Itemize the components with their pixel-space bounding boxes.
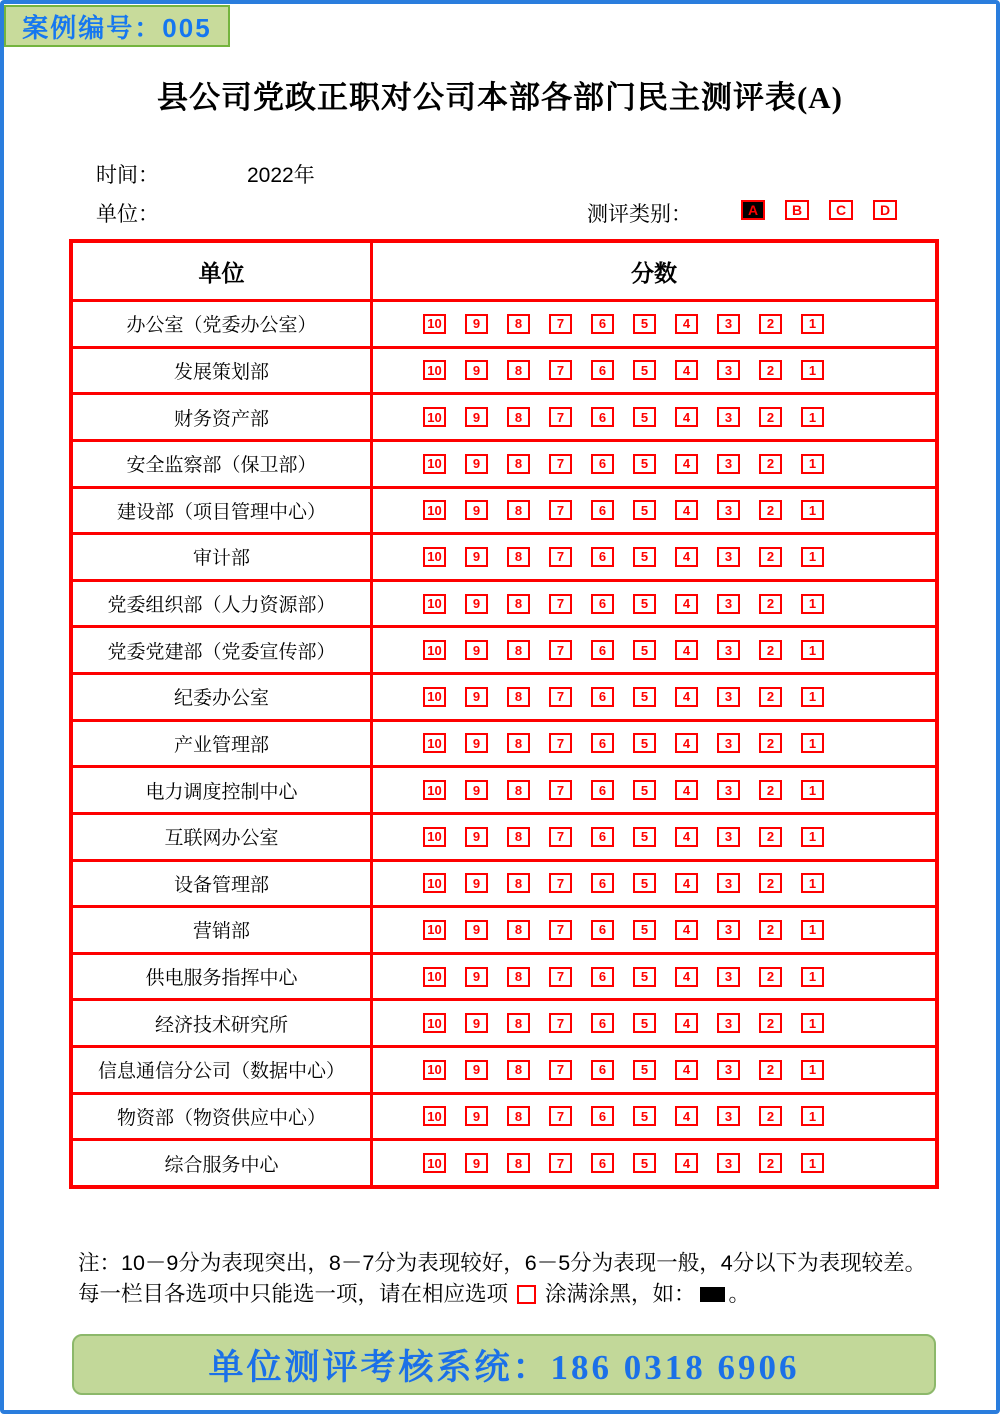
score-checkbox-5[interactable]: 5 — [633, 827, 656, 847]
department-name: 综合服务中心 — [73, 1141, 373, 1185]
score-checkbox-10[interactable]: 10 — [423, 827, 446, 847]
category-label: 测评类别： — [587, 203, 692, 226]
score-checkbox-9[interactable]: 9 — [465, 500, 488, 520]
score-checkbox-3[interactable]: 3 — [717, 1106, 740, 1126]
score-checkbox-7[interactable]: 7 — [549, 1106, 572, 1126]
score-checkbox-10[interactable]: 10 — [423, 1060, 446, 1080]
score-checkbox-3[interactable]: 3 — [717, 733, 740, 753]
score-checkbox-9[interactable]: 9 — [465, 1060, 488, 1080]
score-checkbox-9[interactable]: 9 — [465, 360, 488, 380]
empty-checkbox-icon — [517, 1285, 536, 1304]
score-checkbox-6[interactable]: 6 — [591, 500, 614, 520]
score-checkbox-1[interactable]: 1 — [801, 687, 824, 707]
score-checkbox-8[interactable]: 8 — [507, 967, 530, 987]
table-row — [73, 675, 935, 722]
score-checkbox-2[interactable]: 2 — [759, 360, 782, 380]
score-checkbox-2[interactable]: 2 — [759, 733, 782, 753]
score-checkbox-7[interactable]: 7 — [549, 640, 572, 660]
score-checkbox-5[interactable]: 5 — [633, 314, 656, 334]
table-row — [73, 768, 935, 815]
score-checkbox-2[interactable]: 2 — [759, 827, 782, 847]
score-checkbox-2[interactable]: 2 — [759, 454, 782, 474]
score-options — [373, 815, 935, 859]
score-checkbox-2[interactable]: 2 — [759, 1013, 782, 1033]
score-checkbox-5[interactable]: 5 — [633, 547, 656, 567]
score-checkbox-7[interactable]: 7 — [549, 827, 572, 847]
score-checkbox-3[interactable]: 3 — [717, 454, 740, 474]
score-checkbox-5[interactable]: 5 — [633, 454, 656, 474]
score-checkbox-10[interactable]: 10 — [423, 454, 446, 474]
score-checkbox-7[interactable]: 7 — [549, 547, 572, 567]
score-checkbox-3[interactable]: 3 — [717, 594, 740, 614]
score-checkbox-5[interactable]: 5 — [633, 500, 656, 520]
table-row — [73, 1048, 935, 1095]
score-options — [373, 675, 935, 719]
score-checkbox-10[interactable]: 10 — [423, 687, 446, 707]
score-checkbox-4[interactable]: 4 — [675, 1153, 698, 1173]
score-checkbox-2[interactable]: 2 — [759, 780, 782, 800]
score-checkbox-10[interactable]: 10 — [423, 407, 446, 427]
score-checkbox-9[interactable]: 9 — [465, 827, 488, 847]
score-checkbox-10[interactable]: 10 — [423, 1153, 446, 1173]
score-checkbox-3[interactable]: 3 — [717, 967, 740, 987]
table-row — [73, 955, 935, 1002]
score-options — [373, 302, 935, 346]
score-checkbox-8[interactable]: 8 — [507, 1013, 530, 1033]
footer-banner — [72, 1334, 936, 1395]
score-checkbox-4[interactable]: 4 — [675, 920, 698, 940]
score-options — [373, 1141, 935, 1185]
score-checkbox-5[interactable]: 5 — [633, 967, 656, 987]
score-checkbox-7[interactable]: 7 — [549, 454, 572, 474]
score-checkbox-3[interactable]: 3 — [717, 500, 740, 520]
score-checkbox-9[interactable]: 9 — [465, 314, 488, 334]
table-row — [73, 628, 935, 675]
score-checkbox-10[interactable]: 10 — [423, 967, 446, 987]
table-row — [73, 395, 935, 442]
score-checkbox-9[interactable]: 9 — [465, 873, 488, 893]
score-checkbox-9[interactable]: 9 — [465, 640, 488, 660]
score-checkbox-8[interactable]: 8 — [507, 454, 530, 474]
department-name: 党委组织部（人力资源部） — [73, 582, 373, 626]
score-checkbox-6[interactable]: 6 — [591, 640, 614, 660]
score-checkbox-2[interactable]: 2 — [759, 1106, 782, 1126]
score-checkbox-5[interactable]: 5 — [633, 733, 656, 753]
category-checkbox-C[interactable]: C — [829, 200, 853, 220]
score-checkbox-1[interactable]: 1 — [801, 314, 824, 334]
score-checkbox-2[interactable]: 2 — [759, 873, 782, 893]
score-checkbox-2[interactable]: 2 — [759, 967, 782, 987]
score-checkbox-4[interactable]: 4 — [675, 827, 698, 847]
score-checkbox-2[interactable]: 2 — [759, 687, 782, 707]
department-name: 设备管理部 — [73, 862, 373, 906]
department-name: 经济技术研究所 — [73, 1001, 373, 1045]
score-options — [373, 908, 935, 952]
table-row — [73, 1095, 935, 1142]
department-name: 财务资产部 — [73, 395, 373, 439]
score-checkbox-6[interactable]: 6 — [591, 594, 614, 614]
score-checkbox-9[interactable]: 9 — [465, 687, 488, 707]
evaluation-table — [69, 239, 939, 1189]
score-checkbox-9[interactable]: 9 — [465, 407, 488, 427]
score-checkbox-2[interactable]: 2 — [759, 500, 782, 520]
score-checkbox-6[interactable]: 6 — [591, 827, 614, 847]
category-options — [741, 200, 897, 220]
table-row — [73, 908, 935, 955]
score-checkbox-8[interactable]: 8 — [507, 594, 530, 614]
score-checkbox-9[interactable]: 9 — [465, 920, 488, 940]
score-checkbox-1[interactable]: 1 — [801, 920, 824, 940]
score-options — [373, 395, 935, 439]
score-checkbox-8[interactable]: 8 — [507, 920, 530, 940]
score-checkbox-8[interactable]: 8 — [507, 733, 530, 753]
table-row — [73, 862, 935, 909]
score-checkbox-4[interactable]: 4 — [675, 967, 698, 987]
table-row — [73, 535, 935, 582]
column-header-unit: 单位 — [73, 243, 373, 299]
score-checkbox-7[interactable]: 7 — [549, 687, 572, 707]
department-name: 审计部 — [73, 535, 373, 579]
score-checkbox-1[interactable]: 1 — [801, 873, 824, 893]
score-checkbox-4[interactable]: 4 — [675, 873, 698, 893]
score-checkbox-6[interactable]: 6 — [591, 407, 614, 427]
score-checkbox-3[interactable]: 3 — [717, 1060, 740, 1080]
score-checkbox-6[interactable]: 6 — [591, 687, 614, 707]
score-checkbox-10[interactable]: 10 — [423, 1106, 446, 1126]
score-options — [373, 1001, 935, 1045]
score-checkbox-4[interactable]: 4 — [675, 360, 698, 380]
score-options — [373, 349, 935, 393]
score-checkbox-8[interactable]: 8 — [507, 407, 530, 427]
score-checkbox-4[interactable]: 4 — [675, 780, 698, 800]
score-checkbox-1[interactable]: 1 — [801, 547, 824, 567]
score-options — [373, 955, 935, 999]
score-checkbox-2[interactable]: 2 — [759, 640, 782, 660]
score-checkbox-1[interactable]: 1 — [801, 640, 824, 660]
department-name: 信息通信分公司（数据中心） — [73, 1048, 373, 1092]
table-row — [73, 1001, 935, 1048]
table-row — [73, 722, 935, 769]
score-checkbox-8[interactable]: 8 — [507, 547, 530, 567]
score-checkbox-10[interactable]: 10 — [423, 1013, 446, 1033]
score-checkbox-10[interactable]: 10 — [423, 920, 446, 940]
note-text — [78, 1248, 938, 1310]
score-checkbox-8[interactable]: 8 — [507, 500, 530, 520]
score-checkbox-6[interactable]: 6 — [591, 1060, 614, 1080]
score-checkbox-9[interactable]: 9 — [465, 547, 488, 567]
score-checkbox-10[interactable]: 10 — [423, 594, 446, 614]
score-checkbox-8[interactable]: 8 — [507, 1106, 530, 1126]
score-checkbox-1[interactable]: 1 — [801, 500, 824, 520]
score-options — [373, 628, 935, 672]
score-checkbox-6[interactable]: 6 — [591, 967, 614, 987]
score-checkbox-5[interactable]: 5 — [633, 407, 656, 427]
table-row — [73, 1141, 935, 1185]
score-checkbox-6[interactable]: 6 — [591, 1106, 614, 1126]
department-name: 电力调度控制中心 — [73, 768, 373, 812]
score-checkbox-3[interactable]: 3 — [717, 920, 740, 940]
department-name: 营销部 — [73, 908, 373, 952]
score-checkbox-9[interactable]: 9 — [465, 1013, 488, 1033]
score-checkbox-10[interactable]: 10 — [423, 547, 446, 567]
score-checkbox-3[interactable]: 3 — [717, 360, 740, 380]
case-number-badge — [4, 5, 230, 47]
department-name: 办公室（党委办公室） — [73, 302, 373, 346]
time-value: 2022年 — [247, 164, 315, 187]
score-checkbox-9[interactable]: 9 — [465, 1106, 488, 1126]
score-checkbox-7[interactable]: 7 — [549, 920, 572, 940]
score-checkbox-8[interactable]: 8 — [507, 780, 530, 800]
score-checkbox-6[interactable]: 6 — [591, 780, 614, 800]
score-checkbox-6[interactable]: 6 — [591, 920, 614, 940]
score-checkbox-6[interactable]: 6 — [591, 314, 614, 334]
score-checkbox-2[interactable]: 2 — [759, 407, 782, 427]
score-checkbox-7[interactable]: 7 — [549, 1153, 572, 1173]
score-checkbox-6[interactable]: 6 — [591, 547, 614, 567]
score-checkbox-5[interactable]: 5 — [633, 1060, 656, 1080]
score-checkbox-5[interactable]: 5 — [633, 1106, 656, 1126]
score-checkbox-8[interactable]: 8 — [507, 827, 530, 847]
score-checkbox-1[interactable]: 1 — [801, 967, 824, 987]
score-checkbox-5[interactable]: 5 — [633, 640, 656, 660]
score-options — [373, 862, 935, 906]
score-checkbox-6[interactable]: 6 — [591, 360, 614, 380]
score-checkbox-4[interactable]: 4 — [675, 733, 698, 753]
department-name: 安全监察部（保卫部） — [73, 442, 373, 486]
score-checkbox-1[interactable]: 1 — [801, 454, 824, 474]
score-checkbox-1[interactable]: 1 — [801, 1060, 824, 1080]
score-checkbox-5[interactable]: 5 — [633, 920, 656, 940]
score-checkbox-5[interactable]: 5 — [633, 780, 656, 800]
score-checkbox-5[interactable]: 5 — [633, 360, 656, 380]
score-checkbox-10[interactable]: 10 — [423, 500, 446, 520]
table-row — [73, 442, 935, 489]
score-checkbox-4[interactable]: 4 — [675, 1013, 698, 1033]
score-checkbox-3[interactable]: 3 — [717, 640, 740, 660]
score-checkbox-1[interactable]: 1 — [801, 780, 824, 800]
column-header-score: 分数 — [631, 259, 677, 286]
score-checkbox-9[interactable]: 9 — [465, 594, 488, 614]
score-checkbox-10[interactable]: 10 — [423, 314, 446, 334]
category-checkbox-A[interactable]: A — [741, 200, 765, 220]
score-checkbox-7[interactable]: 7 — [549, 967, 572, 987]
score-checkbox-2[interactable]: 2 — [759, 1060, 782, 1080]
department-name: 互联网办公室 — [73, 815, 373, 859]
score-checkbox-10[interactable]: 10 — [423, 360, 446, 380]
time-label: 时间： — [96, 164, 159, 187]
score-checkbox-10[interactable]: 10 — [423, 640, 446, 660]
score-checkbox-6[interactable]: 6 — [591, 1013, 614, 1033]
score-checkbox-4[interactable]: 4 — [675, 547, 698, 567]
score-checkbox-4[interactable]: 4 — [675, 407, 698, 427]
score-checkbox-1[interactable]: 1 — [801, 407, 824, 427]
score-checkbox-3[interactable]: 3 — [717, 873, 740, 893]
score-checkbox-3[interactable]: 3 — [717, 780, 740, 800]
score-checkbox-2[interactable]: 2 — [759, 1153, 782, 1173]
department-name: 建设部（项目管理中心） — [73, 489, 373, 533]
score-checkbox-3[interactable]: 3 — [717, 687, 740, 707]
score-checkbox-4[interactable]: 4 — [675, 454, 698, 474]
score-checkbox-3[interactable]: 3 — [717, 314, 740, 334]
table-row — [73, 302, 935, 349]
score-checkbox-1[interactable]: 1 — [801, 1013, 824, 1033]
score-checkbox-4[interactable]: 4 — [675, 314, 698, 334]
category-checkbox-D[interactable]: D — [873, 200, 897, 220]
score-checkbox-9[interactable]: 9 — [465, 780, 488, 800]
score-checkbox-2[interactable]: 2 — [759, 547, 782, 567]
department-name: 纪委办公室 — [73, 675, 373, 719]
score-checkbox-1[interactable]: 1 — [801, 1106, 824, 1126]
score-checkbox-9[interactable]: 9 — [465, 967, 488, 987]
score-options — [373, 768, 935, 812]
score-checkbox-2[interactable]: 2 — [759, 920, 782, 940]
score-checkbox-5[interactable]: 5 — [633, 1013, 656, 1033]
table-row — [73, 489, 935, 536]
score-options — [373, 489, 935, 533]
note-suffix: 。 — [728, 1282, 751, 1306]
score-checkbox-4[interactable]: 4 — [675, 1060, 698, 1080]
score-checkbox-1[interactable]: 1 — [801, 733, 824, 753]
score-options — [373, 722, 935, 766]
score-checkbox-6[interactable]: 6 — [591, 733, 614, 753]
filled-checkbox-icon — [700, 1287, 725, 1302]
score-checkbox-1[interactable]: 1 — [801, 827, 824, 847]
score-checkbox-2[interactable]: 2 — [759, 594, 782, 614]
score-checkbox-9[interactable]: 9 — [465, 1153, 488, 1173]
score-checkbox-3[interactable]: 3 — [717, 827, 740, 847]
score-checkbox-7[interactable]: 7 — [549, 314, 572, 334]
score-checkbox-7[interactable]: 7 — [549, 1013, 572, 1033]
table-row — [73, 815, 935, 862]
score-checkbox-3[interactable]: 3 — [717, 547, 740, 567]
score-checkbox-10[interactable]: 10 — [423, 873, 446, 893]
note-middle: 涂满涂黑，如： — [545, 1282, 696, 1306]
score-checkbox-7[interactable]: 7 — [549, 1060, 572, 1080]
score-options — [373, 1095, 935, 1139]
score-checkbox-7[interactable]: 7 — [549, 500, 572, 520]
footer-text: 单位测评考核系统：186 0318 6906 — [208, 1347, 800, 1387]
table-row — [73, 582, 935, 629]
form-title: 县公司党政正职对公司本部各部门民主测评表(A) — [156, 80, 844, 115]
score-checkbox-6[interactable]: 6 — [591, 873, 614, 893]
score-options — [373, 442, 935, 486]
score-checkbox-4[interactable]: 4 — [675, 594, 698, 614]
score-checkbox-5[interactable]: 5 — [633, 873, 656, 893]
score-checkbox-3[interactable]: 3 — [717, 1153, 740, 1173]
score-checkbox-7[interactable]: 7 — [549, 360, 572, 380]
score-checkbox-6[interactable]: 6 — [591, 1153, 614, 1173]
score-checkbox-7[interactable]: 7 — [549, 407, 572, 427]
score-checkbox-6[interactable]: 6 — [591, 454, 614, 474]
score-checkbox-7[interactable]: 7 — [549, 780, 572, 800]
score-options — [373, 582, 935, 626]
score-checkbox-8[interactable]: 8 — [507, 360, 530, 380]
department-name: 党委党建部（党委宣传部） — [73, 628, 373, 672]
score-checkbox-9[interactable]: 9 — [465, 733, 488, 753]
score-checkbox-4[interactable]: 4 — [675, 500, 698, 520]
score-checkbox-10[interactable]: 10 — [423, 780, 446, 800]
department-name: 供电服务指挥中心 — [73, 955, 373, 999]
department-name: 发展策划部 — [73, 349, 373, 393]
score-checkbox-3[interactable]: 3 — [717, 407, 740, 427]
score-checkbox-5[interactable]: 5 — [633, 1153, 656, 1173]
score-checkbox-10[interactable]: 10 — [423, 733, 446, 753]
score-checkbox-9[interactable]: 9 — [465, 454, 488, 474]
unit-label: 单位： — [96, 203, 159, 226]
score-checkbox-4[interactable]: 4 — [675, 1106, 698, 1126]
score-checkbox-5[interactable]: 5 — [633, 594, 656, 614]
score-checkbox-8[interactable]: 8 — [507, 873, 530, 893]
score-checkbox-3[interactable]: 3 — [717, 1013, 740, 1033]
score-checkbox-7[interactable]: 7 — [549, 594, 572, 614]
score-checkbox-1[interactable]: 1 — [801, 594, 824, 614]
score-checkbox-7[interactable]: 7 — [549, 873, 572, 893]
category-checkbox-B[interactable]: B — [785, 200, 809, 220]
table-row — [73, 349, 935, 396]
score-checkbox-1[interactable]: 1 — [801, 360, 824, 380]
case-number-label: 案例编号：005 — [22, 12, 212, 43]
note-prefix: 注：10－9分为表现突出，8－7分为表现较好，6－5分为表现一般，4分以下为表现较差。每一栏目各选项中只能选一项，请在相应选项 — [78, 1251, 927, 1306]
score-checkbox-4[interactable]: 4 — [675, 687, 698, 707]
department-name: 产业管理部 — [73, 722, 373, 766]
score-checkbox-8[interactable]: 8 — [507, 1060, 530, 1080]
score-checkbox-4[interactable]: 4 — [675, 640, 698, 660]
score-checkbox-8[interactable]: 8 — [507, 1153, 530, 1173]
score-checkbox-8[interactable]: 8 — [507, 687, 530, 707]
score-checkbox-8[interactable]: 8 — [507, 640, 530, 660]
score-options — [373, 1048, 935, 1092]
table-header-row — [73, 243, 935, 302]
score-checkbox-2[interactable]: 2 — [759, 314, 782, 334]
score-checkbox-1[interactable]: 1 — [801, 1153, 824, 1173]
score-options — [373, 535, 935, 579]
department-name: 物资部（物资供应中心） — [73, 1095, 373, 1139]
score-checkbox-7[interactable]: 7 — [549, 733, 572, 753]
score-checkbox-8[interactable]: 8 — [507, 314, 530, 334]
score-checkbox-5[interactable]: 5 — [633, 687, 656, 707]
